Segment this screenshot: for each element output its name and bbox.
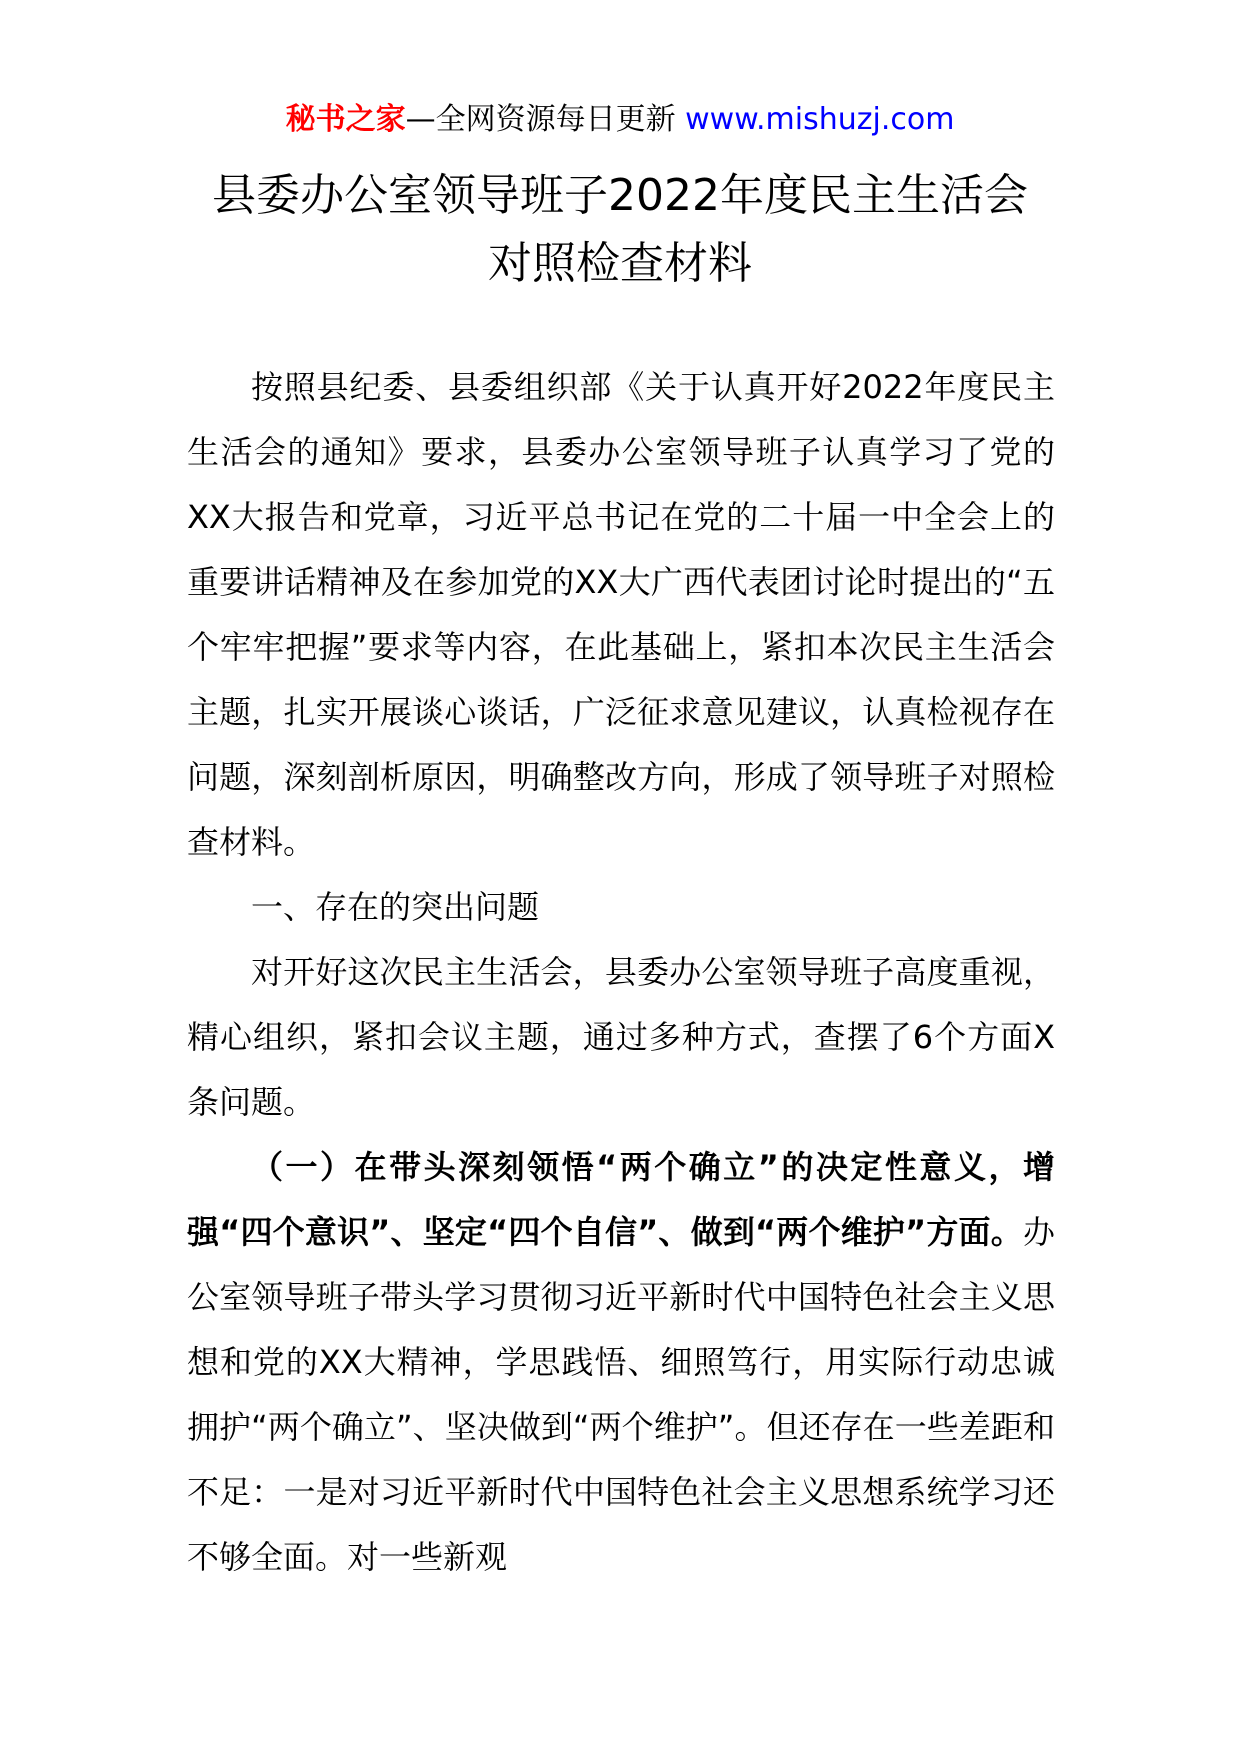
intro-paragraph: 按照县纪委、县委组织部《关于认真开好2022年度民主生活会的通知》要求，县委办公室领导班子认真学习了党的XX大报告和党章，习近平总书记在党的二十届一中全会上的重要讲话精神及在参加党的XX大广西代表团讨论时提出的“五个牢牢把握”要求等内容，在此基础上，紧扣本次民主生活会主题，扎实开展谈心谈话，广泛征求意见建议，认真检视存在问题，深刻剖析原因，明确整改方向，形成了领导班子对照检查材料。 [187,368,1055,861]
section-1-intro-paragraph: 对开好这次民主生活会，县委办公室领导班子高度重视，精心组织，紧扣会议主题，通过多种方式，查摆了6个方面X条问题。 [187,953,1055,1121]
site-header [0,100,1240,140]
title-line-2: 对照检查材料 [488,238,752,289]
document-title [0,162,1240,298]
subsection-1-heading: （一）在带头深刻领悟“两个确立”的决定性意义，增强“四个意识”、坚定“四个自信”、做到“两个维护”方面。 [187,1148,1055,1251]
section-1-heading: 一、存在的突出问题 [251,888,540,926]
document-body [187,355,1055,1590]
subsection-1-paragraph [187,1135,1055,1590]
site-url-link[interactable]: www.mishuzj.com [685,102,955,137]
site-tagline: —全网资源每日更新 [405,102,686,137]
title-line-1: 县委办公室领导班子2022年度民主生活会 [212,170,1028,221]
site-name: 秘书之家 [285,102,406,137]
subsection-1-text: 办公室领导班子带头学习贯彻习近平新时代中国特色社会主义思想和党的XX大精神，学思践悟、细照笃行，用实际行动忠诚拥护“两个确立”、坚决做到“两个维护”。但还存在一些差距和不足：一是对习近平新时代中国特色社会主义思想系统学习还不够全面。对一些新观 [187,1213,1055,1576]
